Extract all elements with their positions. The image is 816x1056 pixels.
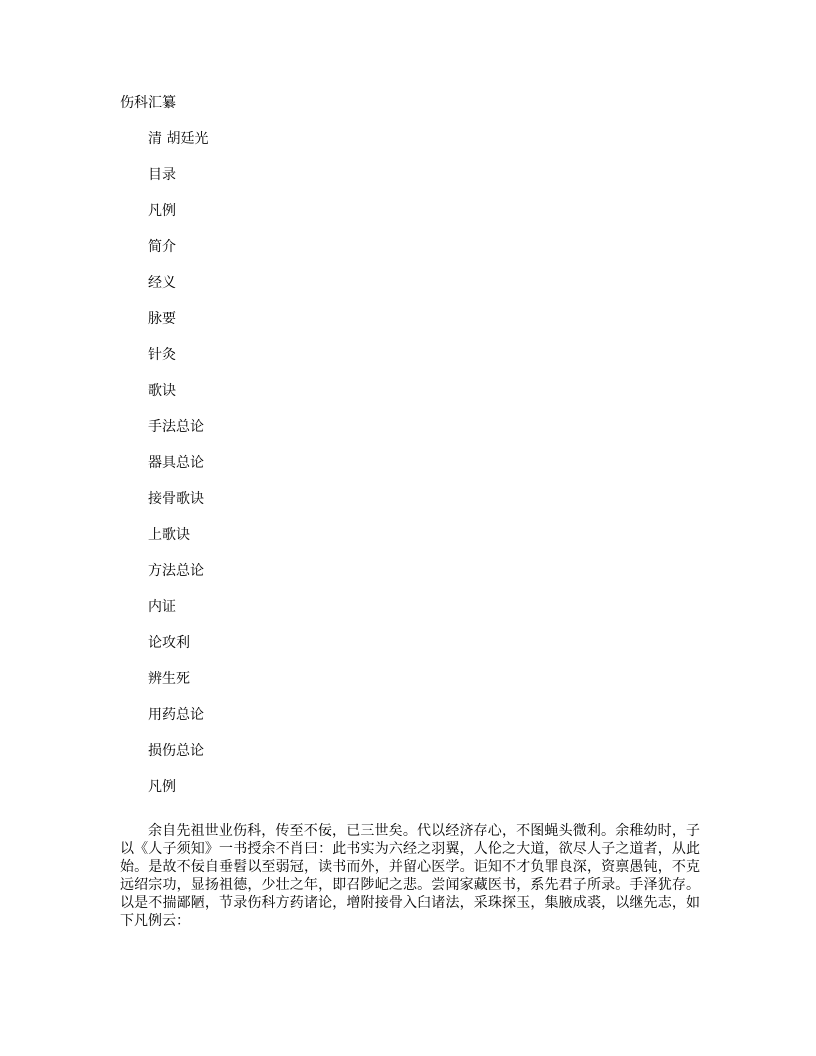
toc-item: 凡例 [148, 203, 176, 219]
toc-item: 经义 [148, 275, 176, 291]
author-line: 清 胡廷光 [148, 131, 209, 147]
toc-item: 脉要 [148, 311, 176, 327]
toc-item: 器具总论 [148, 455, 204, 471]
toc-item: 损伤总论 [148, 743, 204, 759]
toc-item: 论攻利 [148, 635, 190, 651]
toc-item: 接骨歌诀 [148, 491, 204, 507]
toc-item: 用药总论 [148, 707, 204, 723]
toc-item: 上歌诀 [148, 527, 190, 543]
toc-item: 方法总论 [148, 563, 204, 579]
section-heading-fanli: 凡例 [148, 779, 176, 795]
toc-item: 简介 [148, 239, 176, 255]
preface-paragraph: 余自先祖世业伤科，传至不佞，已三世矣。代以经济存心，不图蝇头微利。余稚幼时，子以《人子须知》一书授余不肖曰：此书实为六经之羽翼，人伦之大道，欲尽人子之道者，从此始。是故不佞自垂髫以至弱冠，读书而外，并留心医学。讵知不才负罪良深，资禀愚钝，不克远绍宗功，显扬祖德，少壮之年，即召陟屺之悲。尝闻家藏医书，系先君子所录。手泽犹存。以是不揣鄙陋，节录伤科方药诸论，增附接骨入臼诸法，采珠探玉，集腋成裘，以继先志，如下凡例云： [120, 823, 700, 929]
document-title: 伤科汇纂 [120, 95, 176, 111]
toc-item: 目录 [148, 167, 176, 183]
toc-item: 歌诀 [148, 383, 176, 399]
toc-item: 针灸 [148, 347, 176, 363]
toc-item: 内证 [148, 599, 176, 615]
toc-item: 手法总论 [148, 419, 204, 435]
toc-item: 辨生死 [148, 671, 190, 687]
